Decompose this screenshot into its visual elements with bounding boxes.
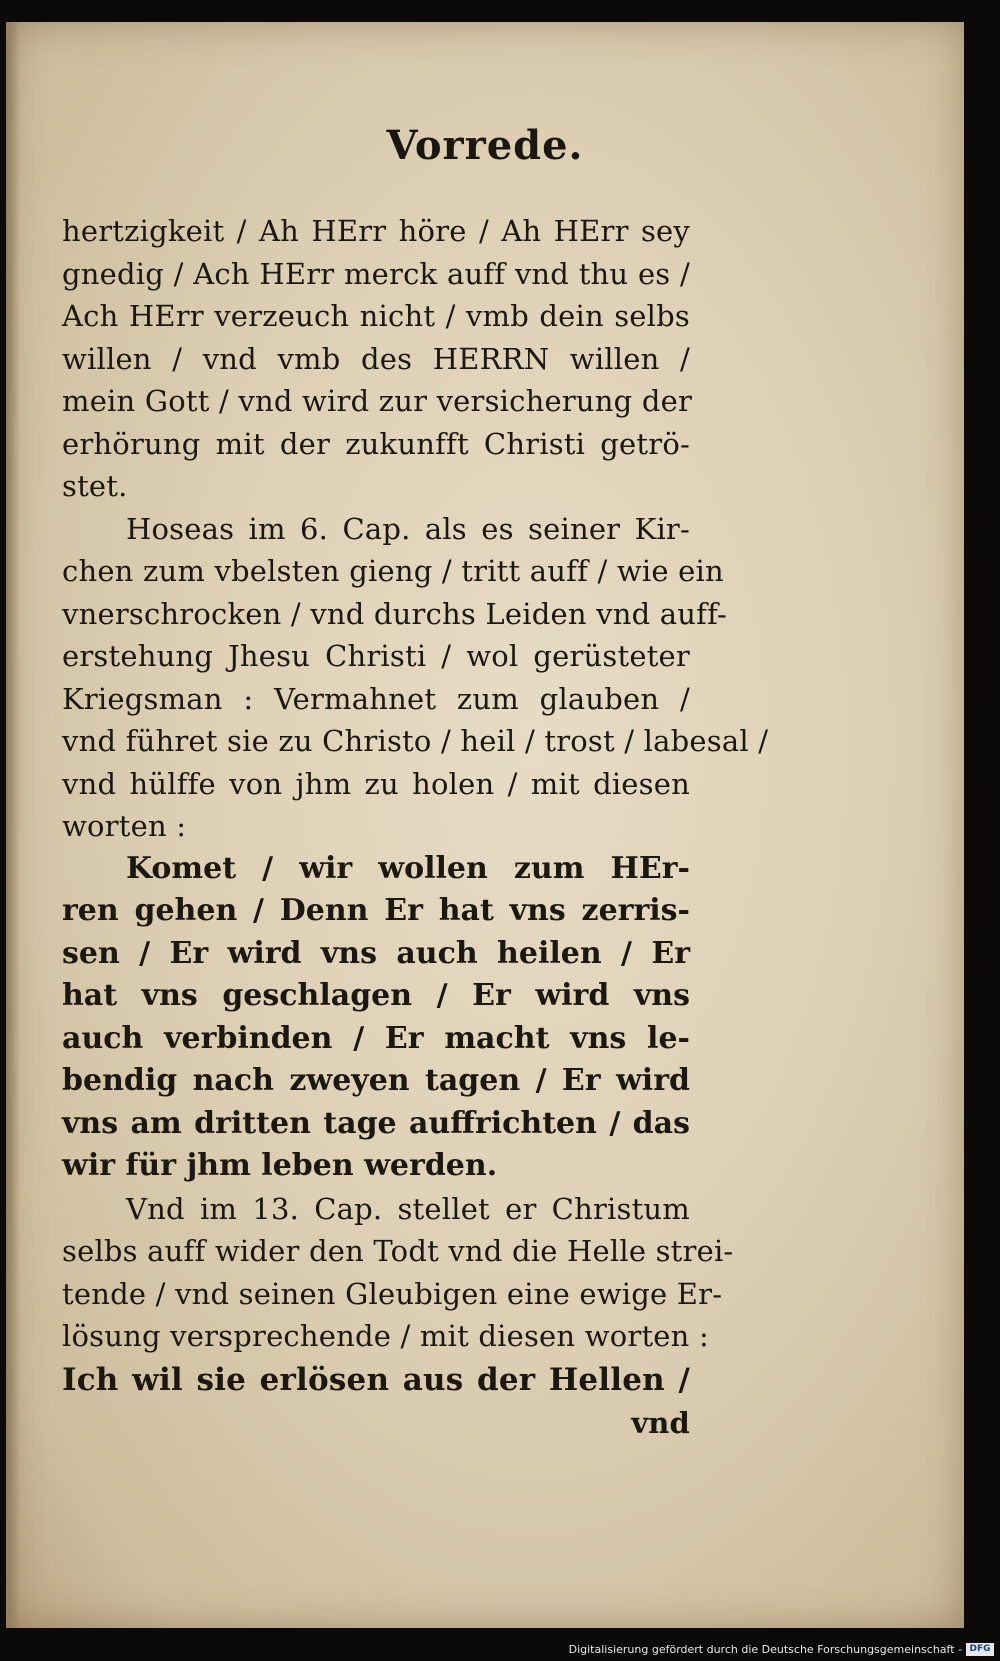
text-line: Vnd im 13. Cap. stellet er Christum [126, 1191, 690, 1226]
text-line: vnd hülffe von jhm zu holen / mit diesen [62, 766, 690, 801]
quote-line: vns am dritten tage auffrichten / das [62, 1105, 690, 1141]
page-text-block [62, 210, 769, 1444]
text-line: worten : [62, 809, 187, 843]
dfg-logo: DFG [966, 1643, 994, 1656]
page-gutter-shadow [6, 22, 20, 1628]
quote-line: Ich wil sie erlösen aus der Hellen / [62, 1361, 690, 1398]
quote-line: sen / Er wird vns auch heilen / Er [62, 935, 690, 971]
quote-line: bendig nach zweyen tagen / Er wird [62, 1063, 690, 1098]
text-line: tende / vnd seinen Gleubigen eine ewige Er- [62, 1276, 723, 1311]
quote-line: ren gehen / Denn Er hat vns zerris- [62, 893, 690, 928]
text-line: erhörung mit der zukunfft Christi getrö- [62, 426, 690, 461]
text-line: stet. [62, 469, 128, 503]
text-line: vnd führet sie zu Christo / heil / trost / labesal / [62, 724, 769, 758]
text-line: mein Gott / vnd wird zur versicherung der [62, 384, 693, 418]
text-line: Ach HErr verzeuch nicht / vmb dein selbs [62, 299, 690, 333]
quote-line: auch verbinden / Er macht vns le- [62, 1020, 690, 1056]
book-page [6, 22, 964, 1628]
text-line: erstehung Jhesu Christi / wol gerüsteter [62, 639, 690, 673]
text-line: Kriegsman : Vermahnet zum glauben / [62, 681, 690, 716]
running-title: Vorrede. [386, 122, 584, 169]
quote-line: hat vns geschlagen / Er wird vns [62, 978, 690, 1013]
quote-line: Komet / wir wollen zum HEr- [126, 850, 690, 886]
text-line: selbs auff wider den Todt vnd die Helle strei- [62, 1234, 734, 1268]
text-line: gnedig / Ach HErr merck auff vnd thu es / [62, 256, 690, 291]
catchword: vnd [631, 1405, 690, 1440]
text-line: Hoseas im 6. Cap. als es seiner Kir- [126, 511, 690, 546]
quote-line: wir für jhm leben werden. [62, 1148, 498, 1183]
text-line: lösung versprechende / mit diesen worten : [62, 1319, 709, 1353]
text-line: chen zum vbelsten gieng / tritt auff / wie ein [62, 554, 724, 588]
digitization-credit: Digitalisierung gefördert durch die Deutsche Forschungsgemeinschaft - [568, 1643, 962, 1656]
text-line: hertzigkeit / Ah HErr höre / Ah HErr sey [62, 214, 690, 248]
text-line: willen / vnd vmb des HERRN willen / [62, 341, 690, 376]
text-line: vnerschrocken / vnd durchs Leiden vnd auff- [62, 596, 727, 631]
